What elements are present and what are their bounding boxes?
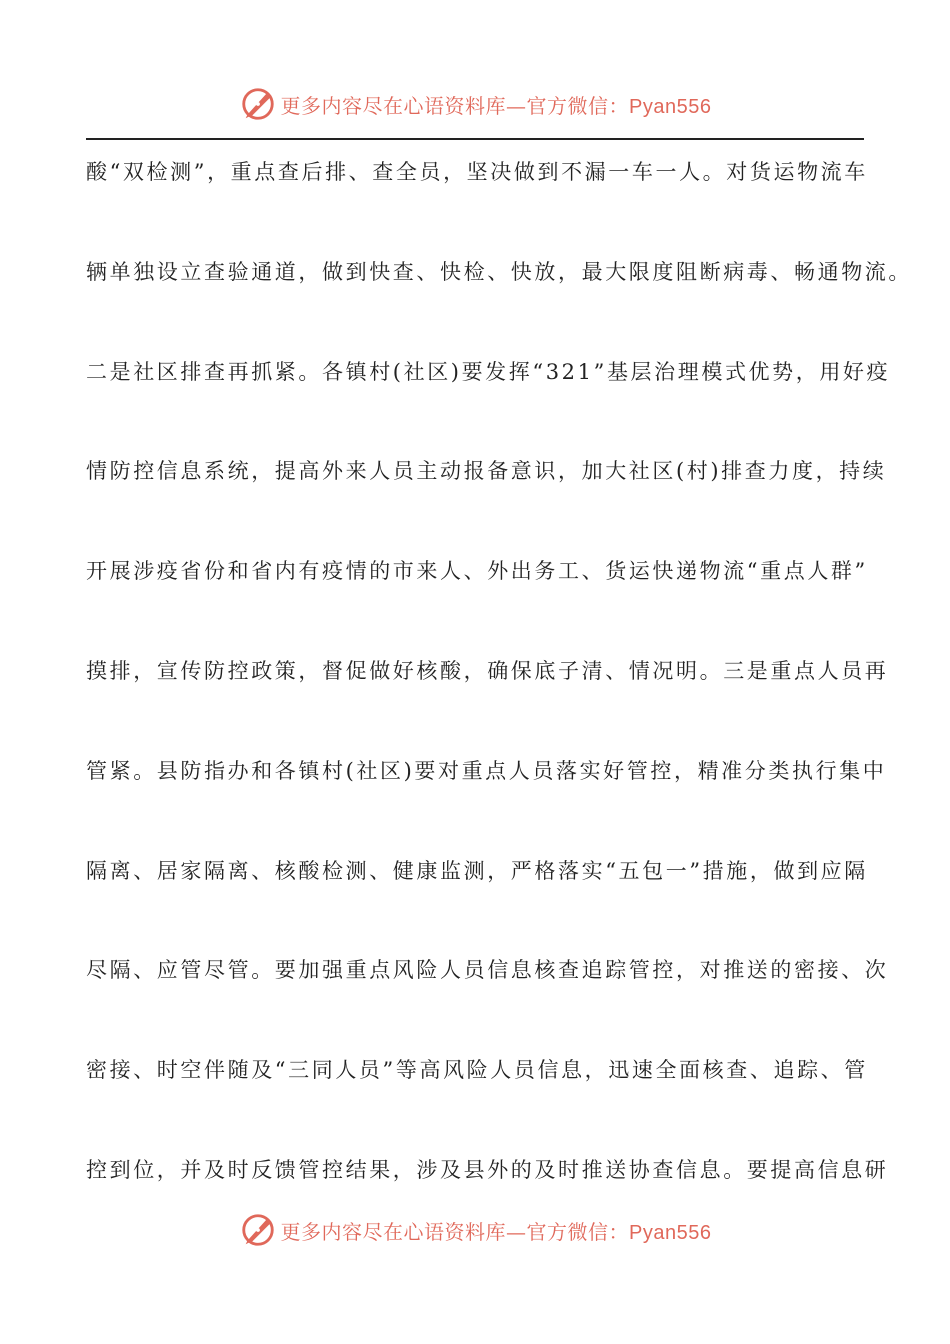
text-line: 隔离、居家隔离、核酸检测、健康监测，严格落实“五包一”措施，做到应隔 — [86, 858, 868, 883]
text-line: 密接、时空伴随及“三同人员”等高风险人员信息，迅速全面核查、追踪、管 — [86, 1058, 868, 1083]
text-line: 辆单独设立查验通道，做到快查、快检、快放，最大限度阻断病毒、畅通物流。 — [86, 259, 912, 284]
pen-logo-icon — [239, 85, 277, 123]
pen-logo-icon — [239, 1211, 277, 1249]
footer-banner — [0, 1208, 950, 1252]
text-line: 管紧。县防指办和各镇村(社区)要对重点人员落实好管控，精准分类执行集中 — [86, 758, 887, 783]
document-body — [86, 147, 912, 1245]
header-wechat-id: Pyan556 — [629, 95, 712, 118]
text-line: 酸“双检测”，重点查后排、查全员，坚决做到不漏一车一人。对货运物流车 — [86, 160, 868, 184]
text-line: 开展涉疫省份和省内有疫情的市来人、外出务工、货运快递物流“重点人群” — [86, 559, 868, 584]
footer-wechat-id: Pyan556 — [629, 1221, 712, 1244]
text-line: 二是社区排查再抓紧。各镇村(社区)要发挥“321”基层治理模式优势，用好疫 — [86, 359, 891, 384]
header-banner-text — [281, 90, 712, 119]
text-line: 控到位，并及时反馈管控结果，涉及县外的及时推送协查信息。要提高信息研 — [86, 1157, 889, 1182]
text-line: 情防控信息系统，提高外来人员主动报备意识，加大社区(村)排查力度，持续 — [86, 459, 887, 484]
header-banner-label: 更多内容尽在心语资料库—官方微信： — [280, 93, 630, 118]
text-line: 尽隔、应管尽管。要加强重点风险人员信息核查追踪管控，对推送的密接、次 — [86, 958, 889, 983]
header-divider — [86, 138, 864, 140]
header-banner — [0, 82, 950, 126]
footer-banner-label: 更多内容尽在心语资料库—官方微信： — [280, 1219, 630, 1244]
footer-banner-text — [281, 1216, 712, 1245]
text-line: 摸排，宣传防控政策，督促做好核酸，确保底子清、情况明。三是重点人员再 — [86, 658, 889, 683]
